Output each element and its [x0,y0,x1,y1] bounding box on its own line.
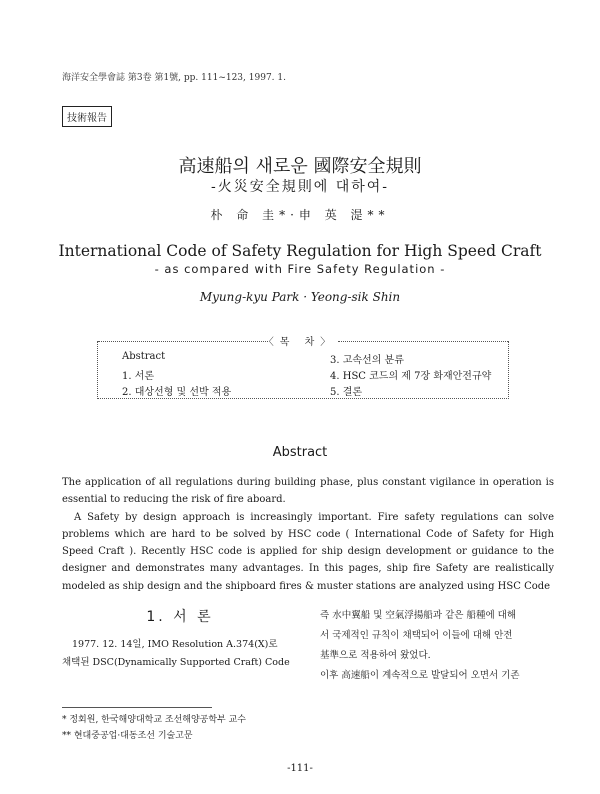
body-line: 이후 高速船이 계속적으로 발달되어 오면서 기존 [320,670,520,681]
page-number: -111- [287,763,313,774]
toc-item: 4. HSC 코드의 제 7장 화재안전규약 [330,371,492,382]
body-line: 基準으로 적용하여 왔었다. [320,650,431,661]
body-line: 서 국제적인 규칙이 채택되어 이들에 대해 안전 [320,630,513,641]
toc-box [97,341,509,399]
english-title: International Code of Safety Regulation for High Speed Craft [58,242,542,260]
body-line: 1977. 12. 14일, IMO Resolution A.374(X)로 [72,639,278,650]
english-authors: Myung-kyu Park · Yeong-sik Shin [199,290,401,304]
toc-item: 3. 고속선의 분류 [330,355,404,366]
abstract-paragraph: A Safety by design approach is increasingly important. Fire safety regulations can solve problems which are hard to be solved by HSC code ( International Code of Safety for High Speed Craft ). Recently HSC code is applied for ship design development or guidance to the designer and demonstrates many advantages. In this pages, ship fire Safety are realistically modeled as ship design and the shipboard fires & muster stations are analyzed using HSC Code [62,511,554,592]
korean-title: 高速船의 새로운 國際安全規則 [178,156,422,177]
body-line: 채택된 DSC(Dynamically Supported Craft) Code [62,657,290,668]
abstract-heading: Abstract [272,445,328,460]
footnotes [62,712,246,744]
korean-authors: 朴 命 圭*·申 英 湜** [210,208,390,222]
journal-citation: 海洋安全學會誌 第3卷 第1號, pp. 111~123, 1997. 1. [62,73,286,83]
toc-item: 2. 대상선형 및 선박 적용 [122,387,232,398]
abstract-paragraph: The application of all regulations during building phase, plus constant vigilance in operation is essential to reducing the risk of fire aboard. [62,477,554,506]
toc-label: 〈목 차〉 [263,337,337,348]
article-type-badge: 技術報告 [62,106,112,127]
footnote: * 정회원, 한국해양대학교 조선해양공학부 교수 [62,715,246,725]
body-line: 즉 水中翼船 및 空氣浮揚船과 같은 船種에 대해 [320,610,517,621]
abstract-body [62,474,554,595]
english-subtitle: - as compared with Fire Safety Regulation - [154,262,446,276]
body-column-right [320,606,556,686]
footnote: ** 현대중공업·대동조선 기술고문 [62,731,193,741]
toc-item: 5. 결론 [330,387,363,398]
section-heading: 1. 서 론 [146,609,214,625]
toc-item: 1. 서론 [122,371,155,382]
toc-item: Abstract [122,351,166,362]
footnote-rule [62,707,212,708]
body-column-left [62,636,302,672]
korean-subtitle: -火災安全規則에 대하여- [210,179,389,195]
